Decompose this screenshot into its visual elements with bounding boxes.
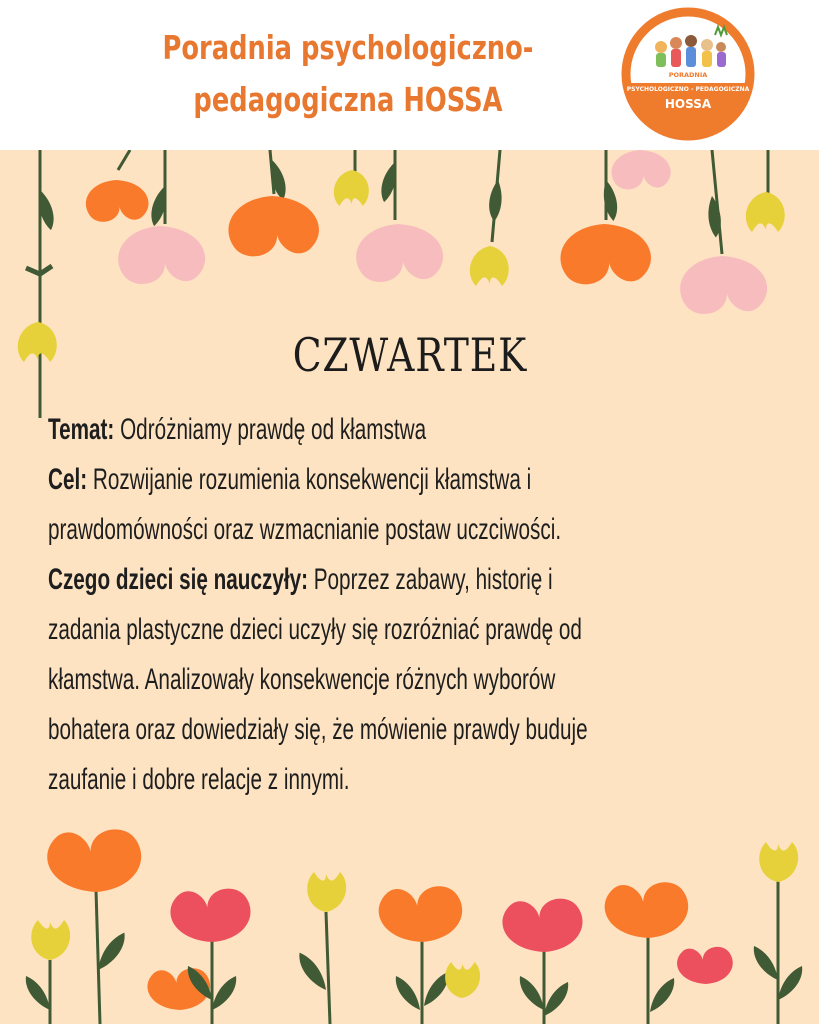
content-panel xyxy=(0,150,819,1024)
topic-label: Temat: xyxy=(48,413,115,446)
header-title-line2: pedagogiczna HOSSA xyxy=(193,80,503,119)
goal-label: Cel: xyxy=(48,463,88,496)
learned-text-2: zadania plastyczne dzieci uczyły się rozróżniać prawdę od xyxy=(48,613,582,646)
header-title-line1: Poradnia psychologiczno- xyxy=(162,28,534,67)
logo-top-text: PORADNIA xyxy=(668,71,708,79)
topic-text: Odróżniamy prawdę od kłamstwa xyxy=(114,413,427,446)
bottom-flowers xyxy=(26,829,802,1024)
learned-text-5: zaufanie i dobre relacje z innymi. xyxy=(48,763,350,796)
learned-label: Czego dzieci się nauczyły: xyxy=(48,563,308,596)
topic-line xyxy=(48,405,745,455)
goal-line1 xyxy=(48,455,745,505)
learned-text-3: kłamstwa. Analizowały konsekwencje różnych wyborów xyxy=(48,663,556,696)
learned-text-4: bohatera oraz dowiedziały się, że mówienie prawdy buduje xyxy=(48,713,588,746)
header xyxy=(0,0,819,150)
learned-line1 xyxy=(48,555,745,605)
lesson-content xyxy=(48,405,745,805)
logo-name: HOSSA xyxy=(664,97,712,111)
learned-text-1: Poprzez zabawy, historię i xyxy=(307,563,553,596)
header-title xyxy=(145,22,551,126)
day-title-text: CZWARTEK xyxy=(292,328,527,382)
goal-text-1: Rozwijanie rozumienia konsekwencji kłamstwa i xyxy=(87,463,532,496)
day-title xyxy=(0,325,819,385)
hossa-logo xyxy=(621,7,755,141)
goal-text-2: prawdomówności oraz wzmacnianie postaw uczciwości. xyxy=(48,513,562,546)
logo-middle-text: PSYCHOLOGICZNO - PEDAGOGICZNA xyxy=(626,86,750,93)
